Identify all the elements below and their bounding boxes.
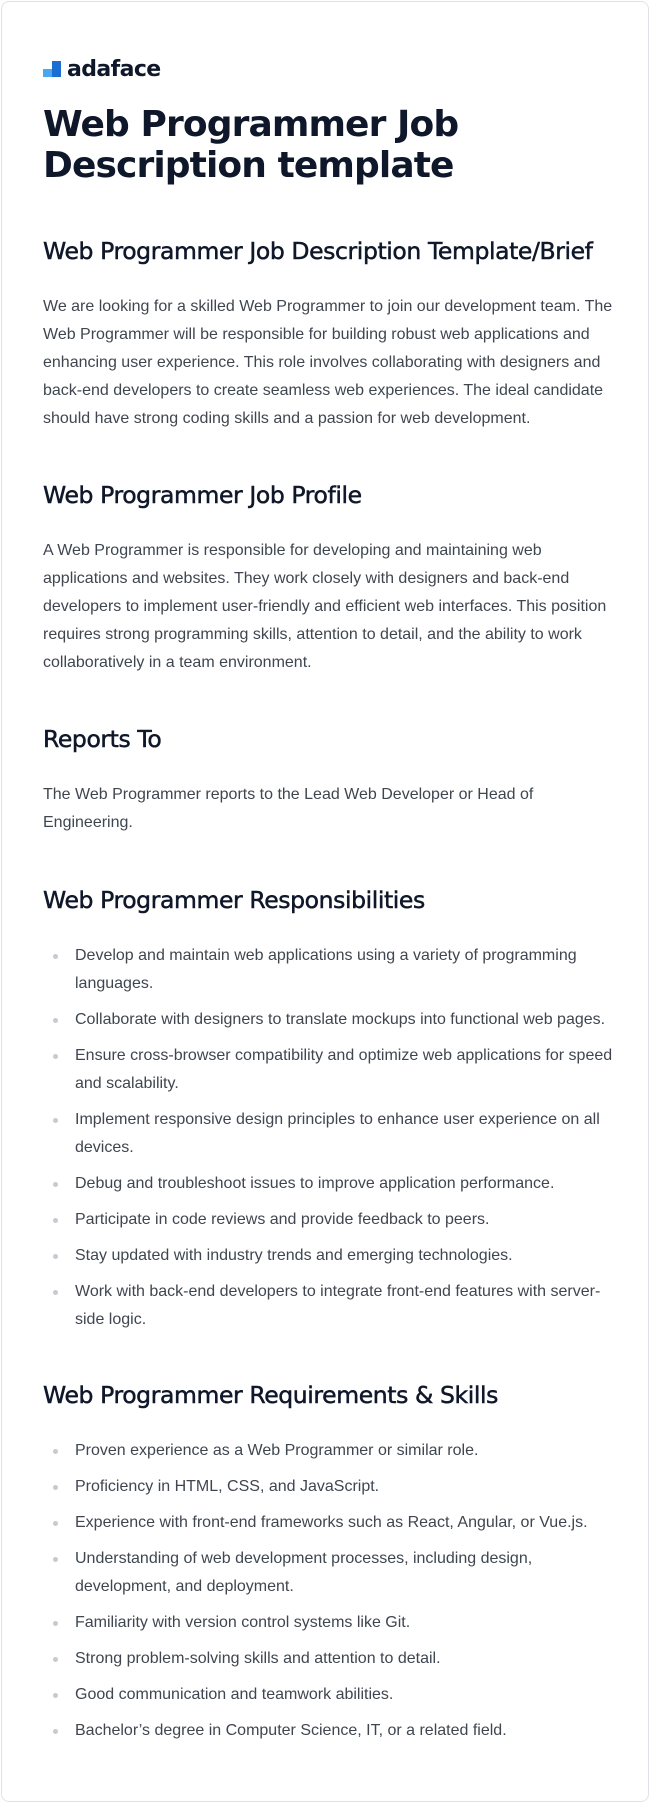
brief-heading: Web Programmer Job Description Template/Brief (43, 237, 593, 265)
requirements-heading: Web Programmer Requirements & Skills (43, 1381, 498, 1409)
list-item: Proficiency in HTML, CSS, and JavaScript. (43, 1473, 613, 1501)
list-item: Good communication and teamwork abilities. (43, 1681, 613, 1709)
list-item: Experience with front-end frameworks such as React, Angular, or Vue.js. (43, 1509, 613, 1537)
adaface-logo-icon (43, 59, 63, 79)
list-item: Ensure cross-browser compatibility and optimize web applications for speed and scalability. (43, 1042, 613, 1098)
list-item: Implement responsive design principles to enhance user experience on all devices. (43, 1106, 613, 1162)
responsibilities-list (43, 942, 613, 1342)
requirements-list (43, 1437, 613, 1753)
page-title: Web Programmer Job Description template (43, 104, 459, 186)
list-item: Participate in code reviews and provide feedback to peers. (43, 1206, 613, 1234)
list-item: Strong problem-solving skills and attention to detail. (43, 1645, 613, 1673)
profile-heading: Web Programmer Job Profile (43, 481, 362, 509)
reports-to-text: The Web Programmer reports to the Lead Web Developer or Head of Engineering. (43, 786, 534, 831)
list-item: Bachelor’s degree in Computer Science, IT, or a related field. (43, 1717, 613, 1745)
list-item: Familiarity with version control systems like Git. (43, 1609, 613, 1637)
brand-logo[interactable] (43, 56, 161, 82)
list-item: Develop and maintain web applications using a variety of programming languages. (43, 942, 613, 998)
list-item: Stay updated with industry trends and emerging technologies. (43, 1242, 613, 1270)
brief-text: We are looking for a skilled Web Programmer to join our development team. The Web Programmer will be responsible for building robust web applications and enhancing user experience. This role involves collaborating with designers and back-end developers to create seamless web experiences. The ideal candidate should have strong coding skills and a passion for web development. (43, 298, 613, 427)
list-item: Understanding of web development processes, including design, development, and deployment. (43, 1545, 613, 1601)
profile-text: A Web Programmer is responsible for developing and maintaining web applications and websites. They work closely with designers and back-end developers to implement user-friendly and efficient web interfaces. This position requires strong programming skills, attention to detail, and the ability to work collaboratively in a team environment. (43, 542, 607, 671)
list-item: Proven experience as a Web Programmer or similar role. (43, 1437, 613, 1465)
list-item: Collaborate with designers to translate mockups into functional web pages. (43, 1006, 613, 1034)
reports-to-heading: Reports To (43, 725, 162, 753)
job-description-card (1, 1, 649, 1802)
responsibilities-heading: Web Programmer Responsibilities (43, 886, 425, 914)
brand-name: adaface (67, 56, 161, 82)
list-item: Debug and troubleshoot issues to improve application performance. (43, 1170, 613, 1198)
list-item: Work with back-end developers to integrate front-end features with server-side logic. (43, 1278, 613, 1334)
